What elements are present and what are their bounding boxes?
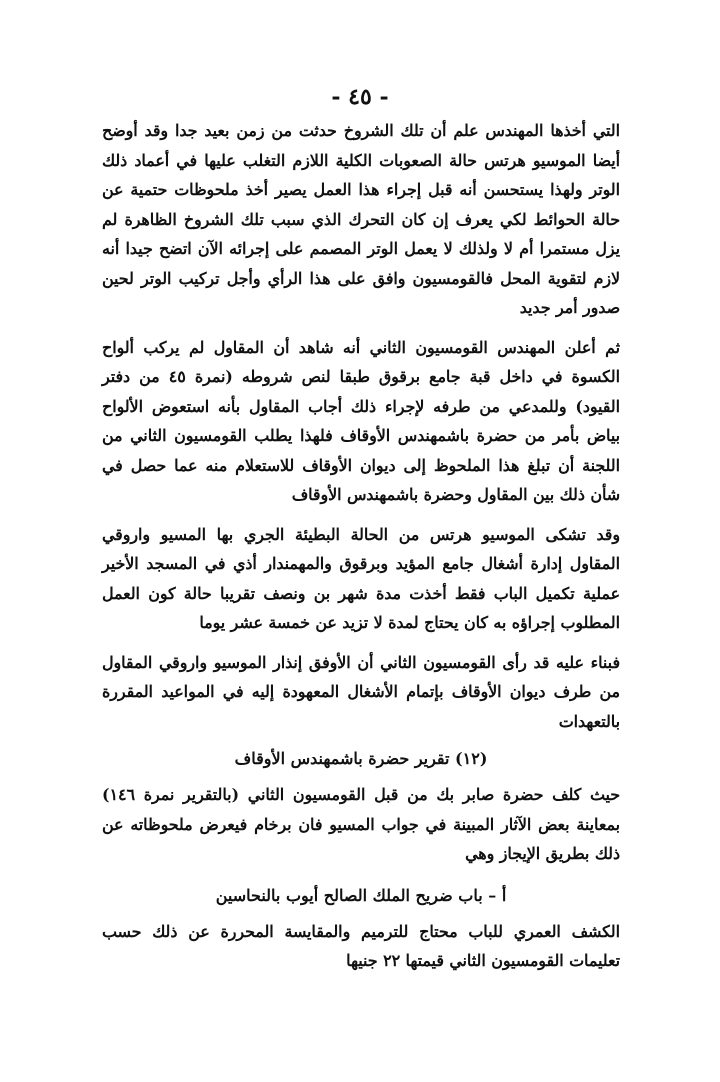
paragraph-section-intro: حيث كلف حضرة صابر بك من قبل القومسيون الثاني (بالتقرير نمرة ١٤٦) بمعاينة بعض الآثار المبينة في جواب المسيو فان برخام فيعرض ملحوظاته عن ذلك بطريق الإيجاز وهي	[102, 785, 620, 863]
item-heading: أ – باب ضريح الملك الصالح أيوب بالنحاسين	[215, 885, 507, 905]
paragraph-contractor-warning: فبناء عليه قد رأى القومسيون الثاني أن الأوفق إنذار الموسيو واروقي المقاول من طرف ديوان الأوقاف بإتمام الأشغال المعهودة إليه في المواعيد المقررة بالتعهدات	[102, 652, 620, 731]
paragraph-repair-cracks: التي أخذها المهندس علم أن تلك الشروخ حدثت من زمن بعيد جدا وقد أوضح أيضا الموسيو هرتس حالة الصعوبات الكلية اللازم التغلب عليها في أعماد ذلك الوتر ولهذا يستحسن أنه قبل إجراء هذا العمل يصير أخذ ملحوظات حتمية عن حالة الحوائط لكي يعرف إن كان التحرك الذي سبب تلك الشروخ الظاهرة لم يزل مستمرا أم لا ولذلك لا يعمل الوتر المصمم على إجرائه الآن اتضح جيدا أنه لازم لتقوية المحل فالقومسيون وافق على هذا الرأي وأجل تركيب الوتر لحين صدور أمر جديد	[102, 121, 620, 317]
section-heading: (١٢) تقرير حضرة باشمهندس الأوقاف	[234, 749, 488, 768]
paragraph-contractor-delay: وقد تشكى الموسيو هرتس من الحالة البطيئة الجري بها المسيو واروقي المقاول إدارة أشغال جامع المؤيد وبرقوق والمهمندار أذي في المسجد الأخير عملية تكميل الباب فقط أخذت مدة شهر بن ونصف تقريبا حالة كون العمل المطلوب إجراؤه به كان يحتاج لمدة لا تزيد عن خمسة عشر يوما	[102, 524, 620, 632]
paragraph-barquq-dome-panels: ثم أعلن المهندس القومسيون الثاني أنه شاهد أن المقاول لم يركب ألواح الكسوة في داخل قبة جامع برقوق طبقا لنص شروطه (نمرة ٤٥ من دفتر القيود) وللمدعي من طرفه لإجراء ذلك أجاب المقاول بأنه استعوض الألواح بياض بأمر من حضرة باشمهندس الأوقاف فلهذا يطلب القومسيون الثاني من اللجنة أن تبلغ هذا الملحوظ إلى ديوان الأوقاف للاستعلام منه عما حصل في شأن ذلك بين المقاول وحضرة باشمهندس الأوقاف	[102, 337, 620, 504]
paragraph-item-estimate: الكشف العمري للباب محتاج للترميم والمقايسة المحررة عن ذلك حسب تعليمات القومسيون الثاني قيمتها ٢٢ جنيها	[102, 921, 620, 970]
document-body	[102, 116, 620, 976]
page-number: - ٤٥ -	[331, 84, 389, 110]
